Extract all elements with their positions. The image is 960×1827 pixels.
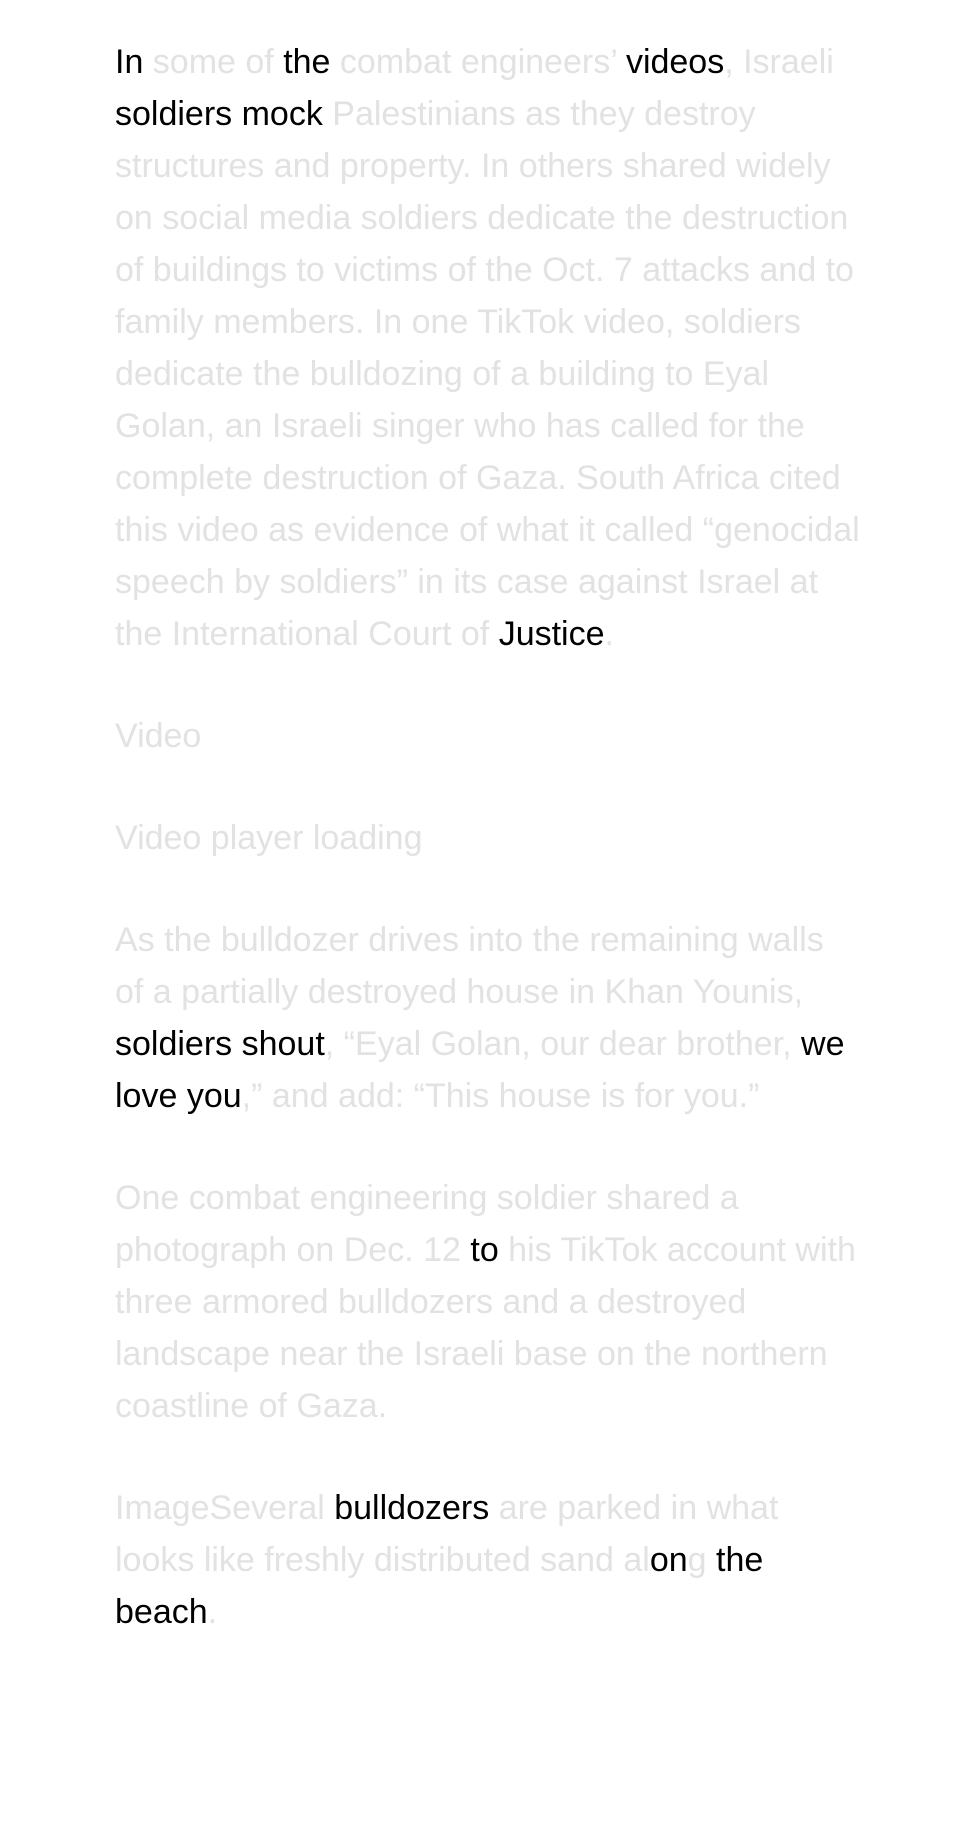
image-caption (115, 1482, 860, 1638)
text-segment: One combat engineering soldier shared a photograph on Dec. 12 (115, 1179, 739, 1269)
text-segment: , “Eyal Golan, our dear brother, (324, 1025, 802, 1063)
text-segment: . (207, 1593, 218, 1631)
text-segment: soldiers shout (115, 1025, 325, 1063)
text-segment: Video player loading (115, 819, 423, 857)
text-segment: soldiers mock (115, 95, 323, 133)
text-segment: some of (143, 43, 284, 81)
text-segment: to (470, 1231, 499, 1269)
text-segment: beach (115, 1593, 208, 1631)
video-label (115, 710, 860, 762)
text-segment: In (115, 43, 144, 81)
text-segment: Video (115, 717, 202, 755)
paragraph-1 (115, 36, 860, 660)
text-segment: g (687, 1541, 717, 1579)
text-segment: are parked in what looks like freshly distributed sand al (115, 1489, 779, 1579)
text-segment: combat engineers’ (330, 43, 626, 81)
text-segment: As the bulldozer drives into the remaining walls of a partially destroyed house in Khan Younis, (115, 921, 824, 1011)
video-player-loading (115, 812, 860, 864)
text-segment: . (604, 615, 614, 653)
text-segment: , Israeli (724, 43, 834, 81)
text-segment: videos (625, 43, 725, 81)
text-segment: on (649, 1541, 688, 1579)
text-segment: bulldozers (334, 1489, 490, 1527)
paragraph-2 (115, 914, 860, 1122)
article-body (115, 36, 860, 1688)
text-segment: ,” and add: “This house is for you.” (241, 1077, 760, 1115)
text-segment: ImageSeveral (115, 1489, 335, 1527)
text-segment: Justice (498, 615, 605, 653)
text-segment: the (283, 43, 331, 81)
text-segment: we love you (115, 1025, 845, 1115)
paragraph-3 (115, 1172, 860, 1432)
text-segment: Palestinians as they destroy structures and property. In others shared widely on social media soldiers dedicate the destruction of buildings to victims of the Oct. 7 attacks and to family members. In one TikTok video, soldiers dedicate the bulldozing of a building to Eyal Golan, an Israeli singer who has called for the complete destruction of Gaza. South Africa cited this video as evidence of what it called “genocidal speech by soldiers” in its case against Israel at the International Court of (115, 95, 860, 653)
text-segment: his TikTok account with three armored bulldozers and a destroyed landscape near the Israeli base on the northern coastline of Gaza. (115, 1231, 856, 1425)
text-segment: the (716, 1541, 764, 1579)
